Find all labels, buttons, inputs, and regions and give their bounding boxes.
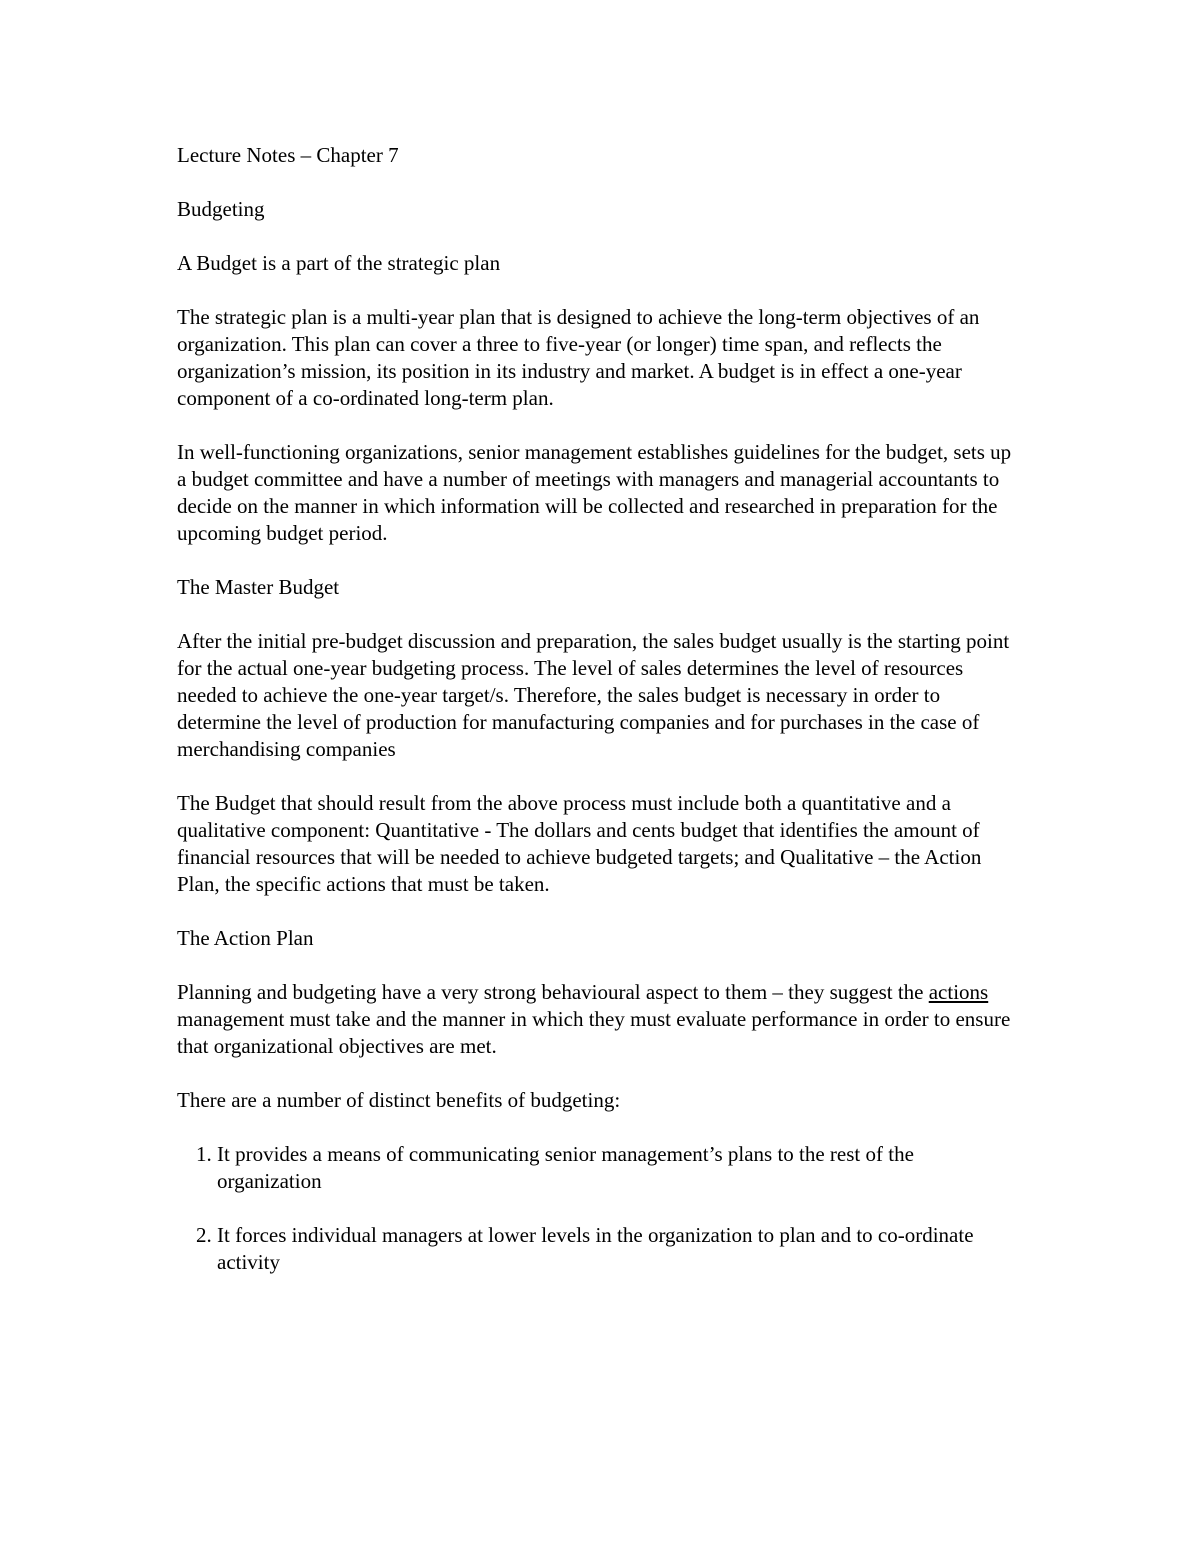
- heading-budgeting: Budgeting: [177, 197, 265, 221]
- paragraph-budget-components: The Budget that should result from the above process must include both a quantitative and a qualitative component: Quantitative - The dollars and cents budget that identifies the amount of financial resources that will be needed to achieve budgeted targets; and Qualitative – the Action Plan, the specific actions that must be taken.: [177, 791, 982, 896]
- paragraph-action-plan: [177, 979, 1017, 1060]
- benefits-list: [177, 1141, 1017, 1276]
- paragraph-well-functioning: In well-functioning organizations, senior management establishes guidelines for the budget, sets up a budget committee and have a number of meetings with managers and managerial accountants to decide on the manner in which information will be collected and researched in preparation for the upcoming budget period.: [177, 440, 1012, 545]
- subheading-part-of-strategic-plan: A Budget is a part of the strategic plan: [177, 251, 501, 275]
- action-plan-underlined-word: actions: [928, 980, 989, 1004]
- action-plan-text-after: management must take and the manner in which they must evaluate performance in order to ensure that organizational objectives are met.: [177, 1007, 1011, 1058]
- paragraph-strategic-plan: The strategic plan is a multi-year plan that is designed to achieve the long-term objectives of an organization. This plan can cover a three to five-year (or longer) time span, and reflects the organization’s mission, its position in its industry and market. A budget is in effect a one-year component of a co-ordinated long-term plan.: [177, 305, 980, 410]
- paragraph-master-budget: After the initial pre-budget discussion and preparation, the sales budget usually is the starting point for the actual one-year budgeting process. The level of sales determines the level of resources needed to achieve the one-year target/s. Therefore, the sales budget is necessary in order to determine the level of production for manufacturing companies and for purchases in the case of merchandising companies: [177, 629, 1010, 761]
- heading-master-budget: The Master Budget: [177, 575, 340, 599]
- paragraph-benefits-intro: There are a number of distinct benefits of budgeting:: [177, 1088, 621, 1112]
- list-item: 1. It provides a means of communicating senior management’s plans to the rest of the organization: [217, 1141, 1017, 1195]
- action-plan-text-before: Planning and budgeting have a very strong behavioural aspect to them – they suggest the: [177, 980, 929, 1004]
- document-body: [177, 142, 1017, 1303]
- heading-action-plan: The Action Plan: [177, 926, 314, 950]
- list-item: 2. It forces individual managers at lower levels in the organization to plan and to co-ordinate activity: [217, 1222, 1017, 1276]
- document-title: Lecture Notes – Chapter 7: [177, 143, 399, 167]
